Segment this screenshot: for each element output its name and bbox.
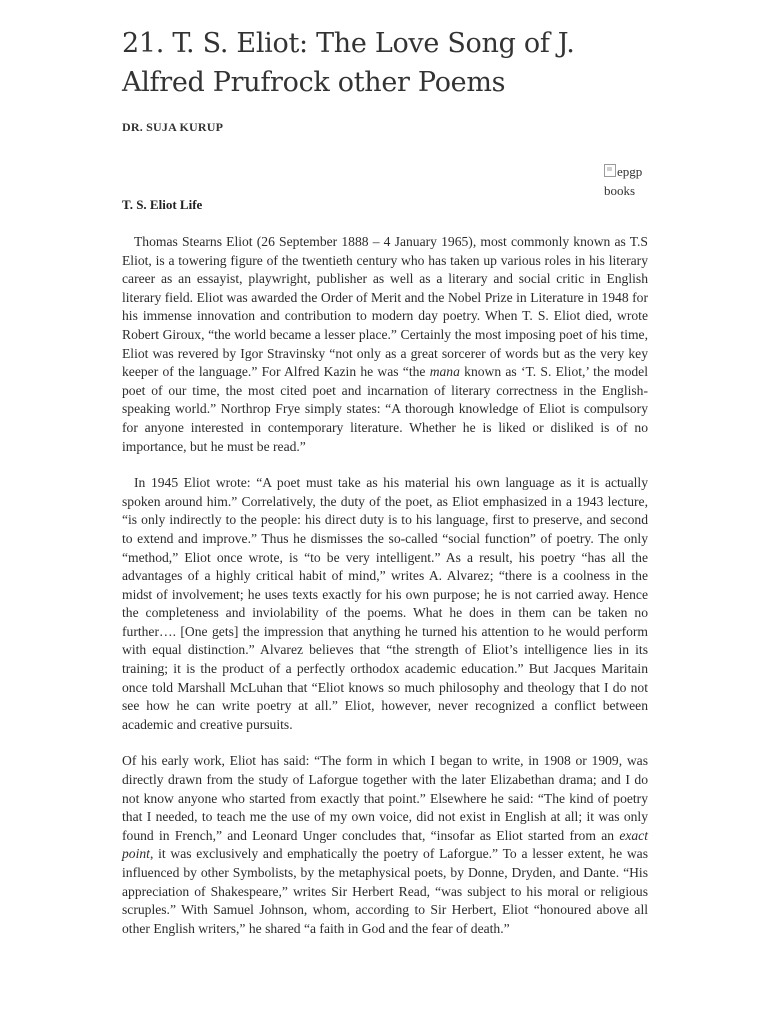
broken-image-icon: [604, 164, 616, 177]
author-name: DR. SUJA KURUP: [122, 120, 224, 134]
section-heading: T. S. Eliot Life: [122, 197, 203, 212]
chapter-title: 21. T. S. Eliot: The Love Song of J. Alfred Prufrock other Poems: [122, 28, 575, 98]
paragraph-2: In 1945 Eliot wrote: “A poet must take as his material his own language as it is actually spoken around him.” Correlatively, the duty of the poet, as Eliot emphasized in a 1943 lecture, “is only indirectly to the people: his direct duty is to his language, first to preserve, and second to extend and improve.” Thus he dismisses the so-called “social function” of poetry. The only “method,” Eliot once wrote, is “to be very intelligent.” As a result, his poetry “has all the advantages of a highly critical habit of mind,” writes A. Alvarez; “there is a coolness in the midst of involvement; he uses texts exactly for his own purpose; he is not carried away. Hence the completeness and inviolability of the poems. What he does in them can be taken no further…. [One gets] the impression that anything he turned his attention to he would perform with equal distinction.” Alvarez believes that “the strength of Eliot’s intelligence lies in its training; it is the product of a perfectly orthodox academic education.” But Jacques Maritain once told Marshall McLuhan that “Eliot knows so much philosophy and theology that I do not see how he can write poetry at all.” Eliot, however, never recognized a conflict between academic and creative pursuits.: [122, 475, 648, 732]
epgp-books-logo[interactable]: [604, 162, 664, 200]
document-page: [122, 24, 648, 938]
logo-alt-text-line1: epgp: [617, 164, 643, 179]
paragraph-3: Of his early work, Eliot has said: “The form in which I began to write, in 1908 or 1909, was directly drawn from the study of Laforgue together with the later Elizabethan drama; and I do not know anyone who started from exactly that point.” Elsewhere he said: “The kind of poetry that I needed, to teach me the use of my own voice, did not exist in English at all; it was only found in French,” and Leonard Unger concludes that, “insofar as Eliot started from an exact point, it was exclusively and emphatically the poetry of Laforgue.” To a lesser extent, he was influenced by other Symbolists, by the metaphysical poets, by Donne, Dryden, and Dante. “His appreciation of Shakespeare,” writes Sir Herbert Read, “was subject to his moral or religious scruples.” With Samuel Johnson, whom, according to Sir Herbert, Eliot “honoured above all other English writers,” he shared “a faith in God and the fear of death.”: [122, 753, 648, 936]
logo-alt-text-line2: books: [604, 183, 636, 198]
paragraph-1: Thomas Stearns Eliot (26 September 1888 – 4 January 1965), most commonly known as T.S Eliot, is a towering figure of the twentieth century who has taken up various roles in his literary career as an essayist, playwright, publisher as well as a literary and social critic in English literary field. Eliot was awarded the Order of Merit and the Nobel Prize in Literature in 1948 for his immense innovation and contribution to modern day poetry. When T. S. Eliot died, wrote Robert Giroux, “the world became a lesser place.” Certainly the most imposing poet of his time, Eliot was revered by Igor Stravinsky “not only as a great sorcerer of words but as the very key keeper of the language.” For Alfred Kazin he was “the mana known as ‘T. S. Eliot,’ the model poet of our time, the most cited poet and incarnation of literary correctness in the English-speaking world.” Northrop Frye simply states: “A thorough knowledge of Eliot is compulsory for anyone interested in contemporary literature. Whether he is liked or disliked is of no importance, but he must be read.”: [122, 234, 648, 454]
